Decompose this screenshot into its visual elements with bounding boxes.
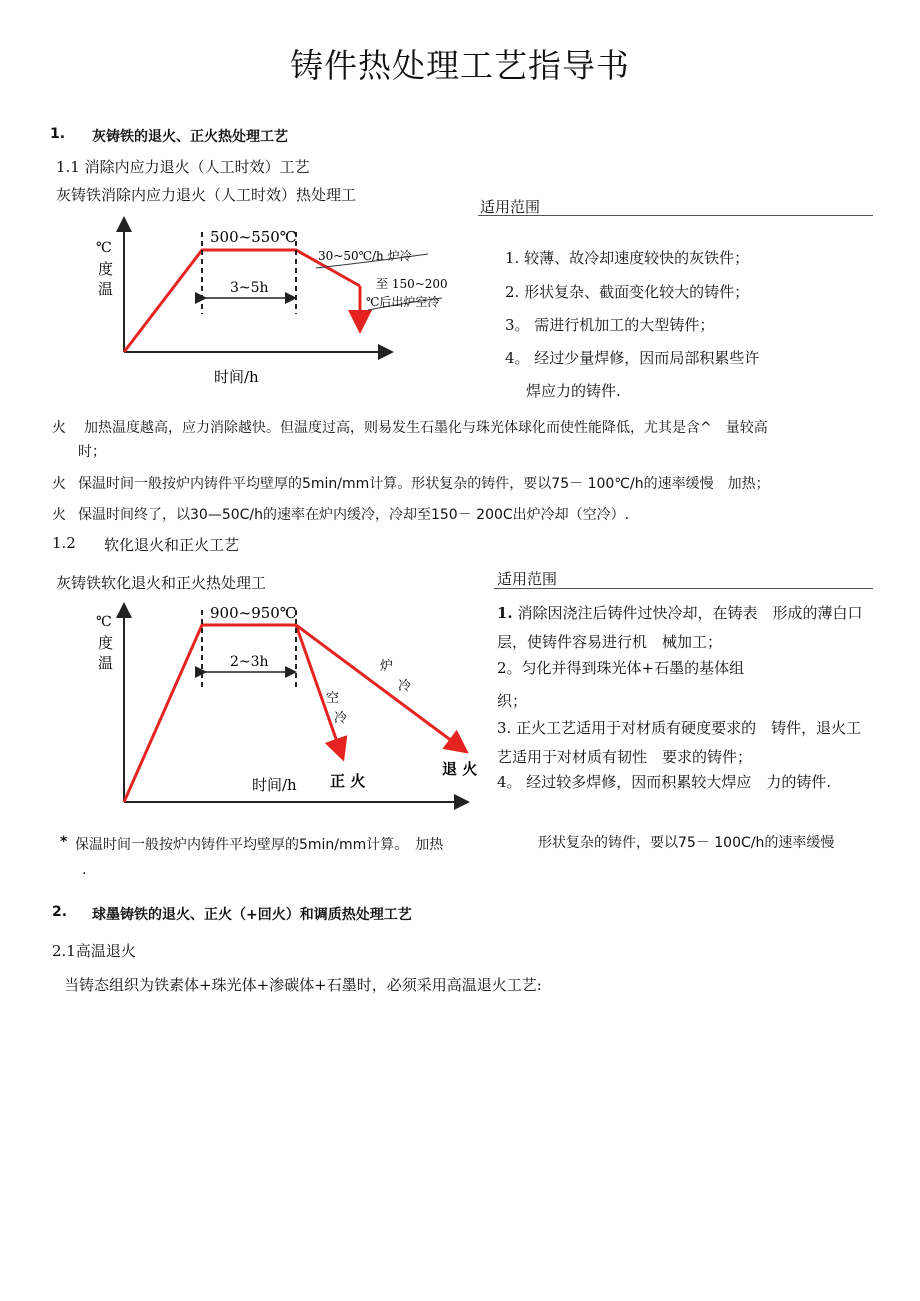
section2-paragraph: 当铸态组织为铁素体+珠光体+渗碳体+石墨时，必须采用高温退火工艺: [64, 976, 542, 994]
subsection-1-2-title: 软化退火和正火工艺 [104, 536, 240, 554]
scope2-item-1 [497, 599, 875, 657]
subsection-2-1-title: 2.1高温退火 [52, 942, 136, 960]
scope2-item-4: 4。 经过较多焊修，因而积累较大焊应 力的铸件. [497, 773, 832, 791]
temperature-label: 900~950℃ [210, 604, 297, 622]
note-marker: 火 [52, 420, 66, 436]
subsection-1-2-number: 1.2 [52, 534, 76, 552]
scope2-header: 适用范围 [497, 570, 558, 588]
scope1-header: 适用范围 [480, 198, 541, 216]
subsection-1-1-title: 1.1 消除内应力退火（人工时效）工艺 [56, 158, 310, 176]
section2-heading: 球墨铸铁的退火、正火（+回火）和调质热处理工艺 [92, 907, 412, 923]
y-axis-label-2: 温 [98, 654, 114, 672]
y-axis-label-2: 温 [98, 280, 114, 298]
note2-marker: * [60, 834, 68, 850]
softening-annealing-normalizing-chart [90, 598, 490, 818]
y-axis-label-1: 度 [98, 634, 114, 652]
section2-heading-number: 2. [52, 904, 68, 920]
scope2-item-1-text: 消除因浇注后铸件过快冷却，在铸表 形成的薄白口层，使铸件容易进行机 械加工； [497, 604, 863, 651]
heat-treatment-curve [124, 250, 360, 352]
scope2-item-3: 3. 正火工艺适用于对材质有硬度要求的 铸件，退火工艺适用于对材质有韧性 要求的铸件； [497, 719, 862, 766]
scope2-rule [494, 588, 873, 589]
note2-dot: . [82, 862, 87, 878]
annealing-label: 退 火 [442, 760, 478, 778]
note2-left: 保温时间一般按炉内铸件平均壁厚的5min/mm计算。 加热 [75, 837, 444, 853]
scope1-item-4-cont: 焊应力的铸件. [526, 382, 621, 400]
scope1-rule [478, 215, 873, 216]
normalizing-label: 正 火 [330, 772, 366, 790]
temperature-label: 500~550℃ [210, 228, 297, 246]
y-axis-label-1: 度 [98, 260, 114, 278]
y-axis-unit: ℃ [96, 240, 112, 256]
cooling-rate-label: 30~50℃/h 炉冷 [318, 249, 412, 263]
furnace-cool-label-2: 冷 [398, 679, 412, 694]
hold-time-label: 2~3h [230, 654, 269, 670]
annealing-cooling-line [296, 625, 464, 750]
scope1-item-1: 1. 较薄、故冷却速度较快的灰铁件； [505, 249, 750, 267]
scope2-item-2-cont: 织； [497, 692, 528, 710]
hold-time-label: 3~5h [230, 280, 269, 296]
page-title: 铸件热处理工艺指导书 [290, 46, 630, 85]
note-2: 保温时间一般按炉内铸件平均壁厚的5min/mm计算。形状复杂的铸件，要以75－ 100℃/h的速率缓慢 加热； [78, 476, 770, 492]
x-axis-label: 时间/h [214, 368, 259, 386]
note-3: 保温时间终了，以30—50C/h的速率在炉内缓冷，冷却至150－ 200C出炉冷却（空冷）. [78, 507, 630, 523]
figure1-caption: 灰铸铁消除内应力退火（人工时效）热处理工 [56, 186, 357, 204]
y-axis-unit: ℃ [96, 614, 112, 630]
scope2-item-2: 2。匀化并得到珠光体+石墨的基体组 [497, 659, 745, 677]
air-cool-label-1: 空 [326, 691, 340, 706]
section1-heading: 灰铸铁的退火、正火热处理工艺 [92, 129, 288, 145]
scope1-item-2: 2. 形状复杂、截面变化较大的铸件； [505, 283, 750, 301]
scope1-item-3: 3。 需进行机加工的大型铸件； [505, 316, 715, 334]
note2-right: 形状复杂的铸件，要以75－ 100C/h的速率缓慢 [538, 835, 835, 851]
scope2-item-1-number: 1. [497, 604, 513, 622]
cooling-note-line2: ℃后出炉空冷 [366, 295, 440, 309]
note-marker: 火 [52, 507, 66, 523]
note-marker: 火 [52, 476, 66, 492]
note-1: 加热温度越高，应力消除越快。但温度过高，则易发生石墨化与珠光体球化而使性能降低，尤其是含^ 量较高 [84, 420, 768, 436]
x-axis-label: 时间/h [252, 776, 297, 794]
cooling-note-line1: 至 150~200 [376, 277, 448, 291]
furnace-cool-label-1: 炉 [380, 659, 394, 674]
scope1-item-4: 4。 经过少量焊修，因而局部积累些许 [505, 349, 760, 367]
stress-relief-annealing-chart [90, 210, 480, 400]
note-1-cont: 时； [78, 444, 106, 460]
section1-heading-number: 1. [50, 126, 66, 142]
figure2-caption: 灰铸铁软化退火和正火热处理工 [56, 574, 267, 592]
air-cool-label-2: 冷 [334, 711, 348, 726]
